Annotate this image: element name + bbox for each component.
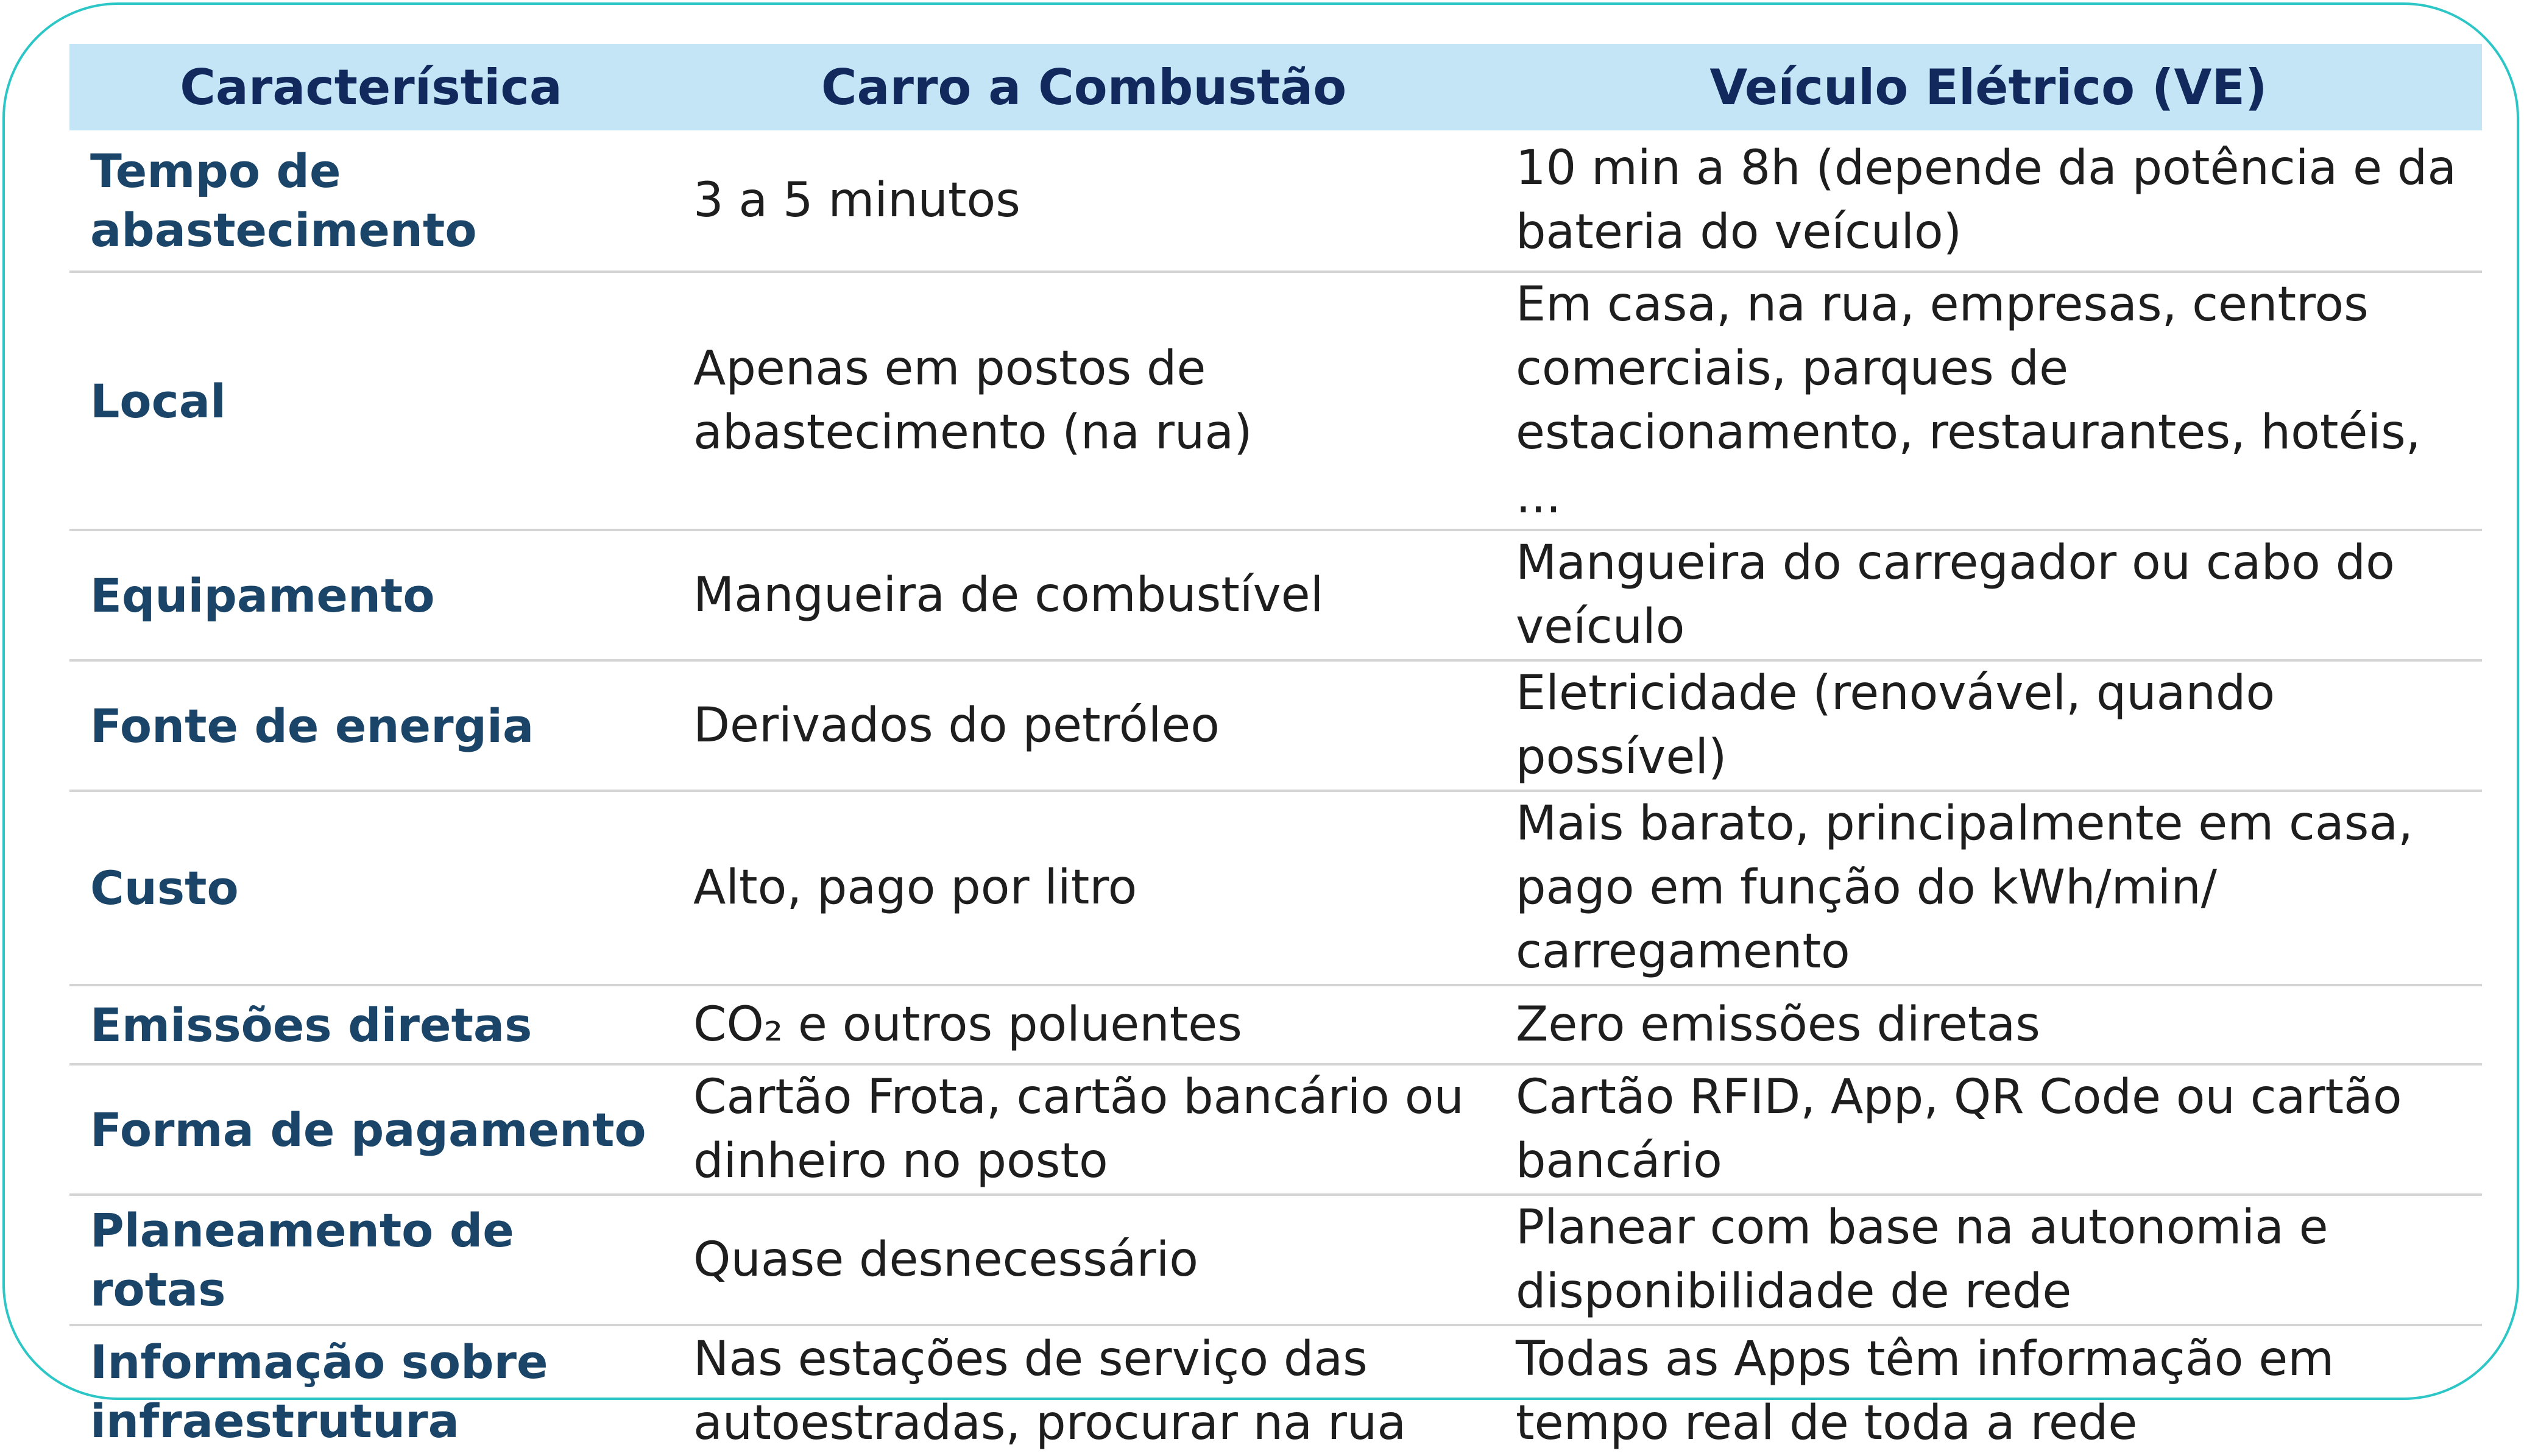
combustion-cell: Derivados do petróleo [673,660,1495,791]
feature-cell: Local [69,272,673,530]
feature-cell: Fonte de energia [69,660,673,791]
electric-cell: Mangueira do carregador ou cabo do veículo [1495,530,2482,660]
electric-cell: Zero emissões diretas [1495,985,2482,1064]
electric-cell: Em casa, na rua, empresas, centros comerciais, parques de estacionamento, restaurantes, hotéis, ... [1495,272,2482,530]
table-row [69,1195,2482,1325]
feature-cell: Planeamento de rotas [69,1195,673,1325]
table-row [69,530,2482,660]
table-row [69,1064,2482,1195]
table-row [69,985,2482,1064]
electric-cell: 10 min a 8h (depende da potência e da bateria do veículo) [1495,130,2482,272]
electric-cell: Eletricidade (renovável, quando possível) [1495,660,2482,791]
electric-cell: Cartão RFID, App, QR Code ou cartão bancário [1495,1064,2482,1195]
header-characteristic: Característica [69,44,673,130]
comparison-table [69,44,2482,1456]
combustion-cell: 3 a 5 minutos [673,130,1495,272]
combustion-cell: Apenas em postos de abastecimento (na rua) [673,272,1495,530]
feature-cell: Informação sobre infraestrutura [90,1334,548,1448]
combustion-cell: Cartão Frota, cartão bancário ou dinheiro no posto [673,1064,1495,1195]
combustion-cell: Nas estações de serviço das autoestradas, procurar na rua [693,1331,1407,1451]
combustion-cell: Quase desnecessário [673,1195,1495,1325]
combustion-cell: CO₂ e outros poluentes [673,985,1495,1064]
electric-cell: Mais barato, principalmente em casa, pago em função do kWh/min/ carregamento [1495,791,2482,985]
table-header-row [69,44,2482,130]
header-combustion-car: Carro a Combustão [673,44,1495,130]
header-electric-vehicle: Veículo Elétrico (VE) [1495,44,2482,130]
combustion-cell: Mangueira de combustível [673,530,1495,660]
table-row [69,272,2482,530]
feature-cell: Emissões diretas [69,985,673,1064]
electric-cell: Planear com base na autonomia e disponibilidade de rede [1495,1195,2482,1325]
feature-cell: Forma de pagamento [69,1064,673,1195]
table-row [69,660,2482,791]
table-row [69,130,2482,272]
electric-cell: Todas as Apps têm informação em tempo real de toda a rede [1516,1331,2335,1451]
combustion-cell: Alto, pago por litro [673,791,1495,985]
feature-cell: Equipamento [69,530,673,660]
table-row [69,1325,2482,1456]
feature-cell: Custo [69,791,673,985]
table-row [69,791,2482,985]
feature-cell: Tempo de abastecimento [69,130,673,272]
